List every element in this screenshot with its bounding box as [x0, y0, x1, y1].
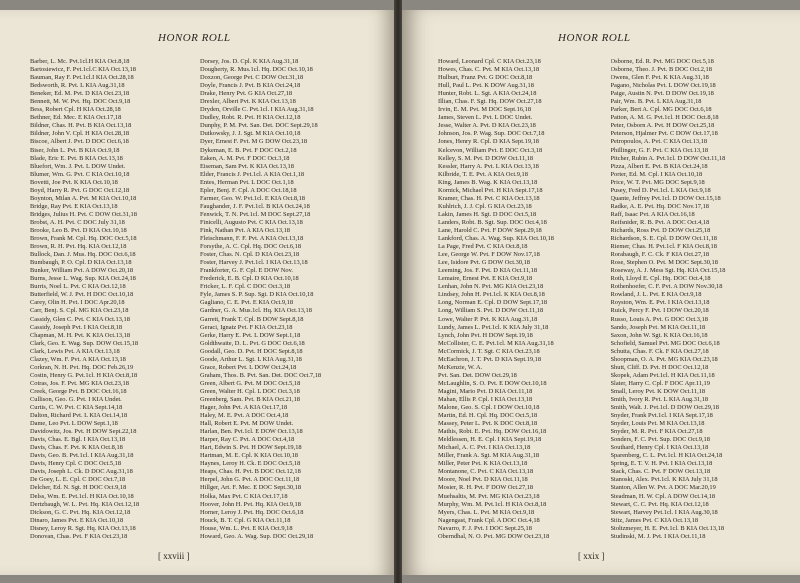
honor-roll-entry: Carey, Olin H. Pvt. I DOC Apr.20,18 — [30, 299, 125, 307]
honor-roll-entry: Kessler, Harry A. Pvt. L KIA Oct.13,18 — [438, 162, 539, 170]
honor-roll-entry: Bauman, Ray F. Pvt.1cl.I KIA Oct.28,18 — [30, 74, 134, 82]
honor-roll-entry: Pizza, Albert E. Pvt. B KIA Oct.24,18 — [610, 162, 708, 170]
honor-roll-entry: Roseway, A. J. Mess Sgt. Hq. KIA Oct.15,18 — [610, 267, 726, 275]
honor-roll-entry: Long, William S. Pvt. D DOW Oct.11,18 — [438, 307, 544, 315]
honor-roll-entry: Davidowitz, Jos. Pvt. H DOW Sept.22,18 — [30, 428, 137, 436]
honor-roll-entry: Stanoski, Alex. Pvt.1cl. K KIA July 31,18 — [610, 476, 718, 484]
honor-roll-entry: Lundy, James L. Pvt.1cl. K KIA July 31,18 — [438, 323, 549, 331]
honor-roll-entry: Green, Albert G. Pvt. M DOC Oct.5,18 — [200, 379, 301, 387]
honor-roll-entry: Grace, Robert Pvt. L DOW Oct.24,18 — [200, 363, 297, 371]
honor-roll-entry: Foster, Chas. N. Cpl. D KIA Oct.23,18 — [200, 251, 300, 259]
honor-roll-entry: Martin, Ed. H. Cpl. Hq. DOC Oct.5,18 — [438, 412, 538, 420]
honor-roll-entry: Paige, Austin N. Pvt. D DOW Oct.19,18 — [610, 90, 714, 98]
honor-roll-entry: Farmer, Geo. W. Pvt.1cl. E KIA Oct.8,18 — [200, 194, 305, 202]
honor-roll-entry: Butterfield, W. J. Pvt. H DOC Oct.10,18 — [30, 291, 134, 299]
honor-roll-entry: Lowe, Walter P. Pvt. K KIA Aug.31,18 — [438, 315, 538, 323]
honor-roll-entry: Finicelli, Augusto Pvt. C KIA Oct.13,18 — [200, 218, 303, 226]
honor-roll-entry: Fenwick, T. N. Pvt.1cl. M DOC Sept.27,18 — [200, 210, 311, 218]
honor-roll-entry: Rose, Stephen O. Pvt. M DOC Sept.30,18 — [610, 259, 718, 267]
honor-roll-columns — [30, 58, 370, 541]
honor-roll-entry: James, Steven L. Pvt. L DOC Undet. — [438, 114, 533, 122]
honor-roll-entry: Osborne, Theo. J. Pvt. B DOC Oct.2,18 — [610, 66, 712, 74]
honor-roll-entry: Bovetti, Joe Pvt. K KIA Oct.10,18 — [30, 178, 118, 186]
honor-roll-entry: Kelcevon, William Pvt. E DOC Oct.3,18 — [438, 146, 543, 154]
honor-roll-entry: Quante, Jeffrey Pvt.1cl. D DOW Oct.15,18 — [610, 194, 721, 202]
honor-roll-entry: Greenberg, Sam. Pvt. B KIA Oct.21,18 — [200, 395, 300, 403]
honor-roll-entry: Richards, Ross Pvt. D DOW Oct.25,18 — [610, 226, 711, 234]
honor-roll-entry: Kilbride, T. E. Pvt. A KIA Oct.9,18 — [438, 170, 528, 178]
honor-roll-entry: Rothenhoefer, C. F. Pvt. A DOW Nov.30,18 — [610, 283, 723, 291]
honor-roll-columns — [438, 58, 783, 541]
honor-roll-entry: Carr, Benj. S. Cpl. MG KIA Oct.23,18 — [30, 307, 129, 315]
honor-roll-entry: Snyder, M. R. Pvt. F KIA Oct.27,18 — [610, 428, 703, 436]
honor-roll-entry: Johnson, Jos. P. Wag. Sup. DOC Oct.7,18 — [438, 130, 545, 138]
honor-roll-entry: Dertzbaugh, W. L. Pvt. Hq. KIA Oct.12,18 — [30, 500, 140, 508]
honor-roll-entry: Bridge, Ray Pvt. E KIA Oct.13,18 — [30, 202, 118, 210]
honor-roll-entry: Burris, Noel L. Pvt. C KIA Oct.12,18 — [30, 283, 126, 291]
honor-roll-entry: Bartosiewicz, F. Pvt.1cl.C KIA Oct.13,18 — [30, 66, 136, 74]
honor-roll-entry: Peterson, Hjalmer Pvt. C DOW Oct.17,18 — [610, 130, 718, 138]
honor-roll-entry: Nagengast, Frank Cpl. A DOC Oct.4,18 — [438, 516, 540, 524]
honor-roll-entry: Petropoulos, A. Pvt. C KIA Oct.13,18 — [610, 138, 708, 146]
honor-roll-entry: Houck, B. T. Cpl. G KIA Oct.11,18 — [200, 516, 291, 524]
honor-roll-entry: Heaps, Chas. H. Pvt. B DOC Oct.12,18 — [200, 468, 301, 476]
honor-roll-entry: Royston, Wm. E. Pvt. I KIA Oct.13,18 — [610, 299, 710, 307]
honor-roll-entry: Elder, Francis J. Pvt.1cl. A KIA Oct.1,18 — [200, 170, 305, 178]
honor-roll-entry: Michael, A. C. Pvt. I KIA Oct.13,18 — [438, 444, 531, 452]
honor-roll-entry: Drexler, Albert Pvt. K KIA Oct.13,18 — [200, 98, 296, 106]
honor-roll-column-1 — [438, 58, 611, 541]
honor-roll-entry: Frederick, E. B. Cpl. D KIA Oct.10,18 — [200, 275, 299, 283]
honor-roll-entry: Donovan, Chas. Pvt. F KIA Oct.23,18 — [30, 532, 128, 540]
honor-roll-entry: Saxon, John W. Sgt. K KIA Oct.16,18 — [610, 331, 708, 339]
honor-roll-entry: Kornick, Michael Pvt. H KIA Sept.17,18 — [438, 186, 543, 194]
honor-roll-entry: Schutta, Chas. F. Ck. F KIA Oct.27,18 — [610, 347, 709, 355]
honor-roll-entry: Raff, Isaac Pvt. A KIA Oct.16,18 — [610, 210, 695, 218]
honor-roll-entry: Roth, Lloyd E. Cpl. Hq. DOC Oct.4,18 — [610, 275, 711, 283]
honor-roll-entry: Faughander, J. F. Pvt.1cl. B KIA Oct.24,18 — [200, 202, 310, 210]
honor-roll-entry: Burns, Jesse L. Wag. Sup. KIA Oct.24,18 — [30, 275, 136, 283]
page-heading: HONOR ROLL — [558, 32, 631, 44]
honor-roll-entry: Blade, Eric E. Pvt. B KIA Oct.13,18 — [30, 154, 123, 162]
honor-roll-entry: Fyle, James S. P. Sup. Sgt. D KIA Oct.10,18 — [200, 291, 314, 299]
honor-roll-entry: Cassidy, Joseph Pvt. I KIA Oct.8,18 — [30, 323, 123, 331]
honor-roll-entry: Magini, Mario Pvt. D KIA Oct.11,18 — [438, 387, 533, 395]
honor-roll-column-2 — [611, 58, 784, 541]
honor-roll-entry: Hager, John Pvt. A KIA Oct.17,18 — [200, 404, 288, 412]
honor-roll-entry: Howard, Geo. A. Wag. Sup. DOC Oct.29,18 — [200, 532, 314, 540]
honor-roll-entry: Doxzon, George Pvt. C DOW Oct.31,18 — [200, 74, 304, 82]
honor-roll-entry: Disney, Leroy R. Sgt. Hq. KIA Oct.13,18 — [30, 524, 136, 532]
honor-roll-entry: Lenhan, John N. Pvt. MG KIA Oct.23,18 — [438, 283, 544, 291]
honor-roll-entry: Price, W. T. Pvt. MG DOC Sept.9,18 — [610, 178, 705, 186]
honor-roll-entry: Pitcher, Rubin A. Pvt.1cl. D DOW Oct.11,18 — [610, 154, 726, 162]
honor-roll-entry: Fink, Nathan Pvt. A KIA Oct.13,18 — [200, 226, 291, 234]
honor-roll-entry: Shoopman, O. A. Pvt. MG KIA Oct.23,18 — [610, 355, 718, 363]
honor-roll-entry: Goodall, Geo. D. Pvt. H DOC Sept.8,18 — [200, 347, 303, 355]
honor-roll-entry: La Page, Fred Pvt. C KIA Oct.8,18 — [438, 243, 528, 251]
honor-roll-entry: Russo, Louis A. Pvt. G DOC Oct.3,18 — [610, 315, 708, 323]
honor-roll-entry: Steadman, H. W. Cpl. A DOW Oct.14,18 — [610, 492, 716, 500]
honor-roll-entry: Blumer, Wm. G. Pvt. C KIA Oct.10,18 — [30, 170, 130, 178]
honor-roll-entry: Bethner, Ed. Mec. E KIA Oct.17,18 — [30, 114, 122, 122]
honor-roll-entry: Pair, Wm. B. Pvt. L KIA Aug.31,18 — [610, 98, 702, 106]
honor-roll-entry: Fricker, L. F. Cpl. C DOC Oct.3,18 — [200, 283, 291, 291]
honor-roll-entry: Massey, Peter L. Pvt. K DOC Oct.8,18 — [438, 420, 538, 428]
honor-roll-entry: McLaughlin, S. O. Pvt. E DOW Oct.10,18 — [438, 379, 547, 387]
honor-roll-entry: Gerke, Harry E. Pvt. L DOW Sept.1,18 — [200, 331, 301, 339]
honor-roll-entry: Barber, L. Mc. Pvt.1cl.H KIA Oct.8,18 — [30, 58, 130, 65]
honor-roll-entry: Dudley, Robt. R. Pvt. H KIA Oct.12,18 — [200, 114, 301, 122]
honor-roll-entry: Navarro, F. J. Pvt. I DOC Sept.25,18 — [438, 524, 532, 532]
honor-roll-entry: Stoltzmeyer, H. E. Pvt.1cl. B KIA Oct.13,18 — [610, 524, 725, 532]
honor-roll-entry: Smith, Walt. J. Pvt.1cl. D DOW Oct.29,18 — [610, 404, 719, 412]
honor-roll-entry: Dunphy, P. M. Pvt. San. Det. DOC Sept.29,18 — [200, 122, 318, 130]
honor-roll-entry: Dickson, G. C. Pvt. Hq. KIA Oct.12,18 — [30, 508, 131, 516]
honor-roll-entry: Graham, Thos. B. Pvt. San. Det. DOC Oct.7,18 — [200, 371, 322, 379]
honor-roll-entry: Landers, Robt. B. Sgt. Sup. DOC Oct.4,18 — [438, 218, 547, 226]
honor-roll-entry: Irvin, E. M. Pvt. M DOC Sept.16,18 — [438, 106, 532, 114]
honor-roll-entry: Biscoe, Albert J. Pvt. D DOC Oct.6,18 — [30, 138, 129, 146]
honor-roll-entry: McKenzie, W. A. — [438, 363, 483, 371]
honor-roll-entry: Beneker, Ed. M. Pvt. D KIA Oct.23,18 — [30, 90, 130, 98]
honor-roll-entry: Eaken, A. M. Pvt. F DOC Oct.3,18 — [200, 154, 290, 162]
honor-roll-entry: Long, Norman E. Cpl. D DOW Sept.17,18 — [438, 299, 548, 307]
honor-roll-entry: Creek, George Pvt. B DOC Oct.16,18 — [30, 387, 127, 395]
honor-roll-entry: Curtis, C. W. Pvt. C KIA Sept.14,18 — [30, 404, 123, 412]
page-heading: HONOR ROLL — [158, 32, 231, 44]
right-page — [402, 10, 800, 575]
honor-roll-entry: Hull, Paul L. Pvt. K DOW Aug.31,18 — [438, 82, 534, 90]
honor-roll-entry: Kuhlrich, J. J. Cpl. G KIA Oct.23,18 — [438, 202, 532, 210]
honor-roll-entry: Boyd, Harry R. Pvt. G DOC Oct.12,18 — [30, 186, 130, 194]
honor-roll-entry: Bullock, Dan. J. Mus. Hq. DOC Oct.6,18 — [30, 251, 136, 259]
honor-roll-entry: Sando, Joseph Pvt. M KIA Oct.11,18 — [610, 323, 706, 331]
honor-roll-entry: Garrett, Frank T. Cpl. B DOW Sept.8,18 — [200, 315, 304, 323]
honor-roll-entry: Oberndhal, N. O. Pvt. MG DOW Oct.23,18 — [438, 532, 550, 540]
honor-roll-entry: Riemer, Chas. H. Pvt.1cl. F KIA Oct.8,18 — [610, 243, 717, 251]
honor-roll-column-1 — [30, 58, 200, 541]
honor-roll-entry: Lee, Isidore Pvt. G DOW Oct.30,18 — [438, 259, 530, 267]
honor-roll-entry: Holka, Max Pvt. C KIA Oct.17,18 — [200, 492, 288, 500]
honor-roll-entry: Jones, Henry R. Cpl. D KIA Sept.19,18 — [438, 138, 540, 146]
honor-roll-entry: Frankforter, G. F. Cpl. E DOW Nov. — [200, 267, 293, 275]
honor-roll-entry: Smith, Ivory R. Pvt. L KIA Aug.31,18 — [610, 395, 709, 403]
honor-roll-entry: Bildner, Chas. H. Pvt. B KIA Oct.13,18 — [30, 122, 132, 130]
honor-roll-entry: Stewart, C. C. Pvt. Hq. KIA Oct.12,18 — [610, 500, 709, 508]
honor-roll-entry: Bridges, Julius H. Pvt. C DOW Oct.31,18 — [30, 210, 137, 218]
honor-roll-entry: Jesse, Walter A. Pvt. D KIA Oct.23,18 — [438, 122, 536, 130]
honor-roll-entry: Entes, Herman Pvt. L DOC Oct.1,18 — [200, 178, 294, 186]
honor-roll-entry: Dryden, Orville C. Pvt.1cl. I KIA Aug.31,18 — [200, 106, 314, 114]
honor-roll-entry: Hillger, Art. F. Mec. E DOC Sept.30,18 — [200, 484, 302, 492]
honor-roll-entry: Boynton, Milan A. Pvt. M KIA Oct.10,18 — [30, 194, 137, 202]
honor-roll-entry: Schofield, Samuel Pvt. MG DOC Oct.6,18 — [610, 339, 720, 347]
honor-roll-column-2 — [200, 58, 370, 541]
honor-roll-entry: Parker, Bert A. Cpl. MG DOC Oct.6,18 — [610, 106, 712, 114]
honor-roll-entry: Illian, Chas. F. Sgt. Hq. DOW Oct.27,18 — [438, 98, 542, 106]
honor-roll-entry: Clazey, Wm. F. Pvt. A KIA Oct.13,18 — [30, 355, 126, 363]
honor-roll-entry: Moore, Noel Pvt. D KIA Oct.11,18 — [438, 476, 528, 484]
honor-roll-entry: Brown, R. H. Pvt. Hq. KIA Oct.12,18 — [30, 243, 127, 251]
honor-roll-entry: Spring, E. T. V. H. Pvt. I KIA Oct.13,18 — [610, 460, 713, 468]
honor-roll-entry: Drake, Henry Pvt. G KIA Oct.27,18 — [200, 90, 293, 98]
honor-roll-entry: McCollister, C. E. Pvt.1cl. M KIA Aug.31,18 — [438, 339, 554, 347]
honor-roll-entry: Green, Walter H. Cpl. L DOC Oct.3,18 — [200, 387, 300, 395]
honor-roll-entry: House, Wm. L. Pvt. E KIA Oct.9,18 — [200, 524, 293, 532]
honor-roll-entry: Howard, Leonard Cpl. C KIA Oct.23,18 — [438, 58, 541, 65]
honor-roll-entry: Haley, M. E. Pvt. A DOC Oct.4,18 — [200, 412, 289, 420]
honor-roll-entry: Pagano, Nicholas Pvt. L DOW Oct.19,18 — [610, 82, 716, 90]
honor-roll-entry: Corkran, N. H. Pvt. Hq. DOC Feb.26,19 — [30, 363, 134, 371]
honor-roll-entry: Muehsaltis, M. Pvt. MG KIA Oct.23,18 — [438, 492, 540, 500]
honor-roll-entry: Gardner, G. A. Mus.1cl. Hq. KIA Oct.13,18 — [200, 307, 312, 315]
honor-roll-entry: Davis, Joseph L. Ck. D DOC Aug.31,18 — [30, 468, 133, 476]
honor-roll-entry: De Goey, L. E. Cpl. C DOC Oct.7,18 — [30, 476, 126, 484]
honor-roll-entry: Lakin, James H. Sgt. D DOC Oct.5,18 — [438, 210, 537, 218]
honor-roll-entry: Radke, A. E. Pvt. Hq. DOC Nov.17,18 — [610, 202, 709, 210]
honor-roll-entry: Davis, Chas. E. Bgl. I KIA Oct.13,18 — [30, 436, 126, 444]
honor-roll-entry: Lynch, John Pvt. H DOW Sept.19,18 — [438, 331, 533, 339]
honor-roll-entry: Slater, Harry C. Cpl. F DOC Apr.11,19 — [610, 379, 710, 387]
book-gutter — [394, 0, 402, 583]
honor-roll-entry: Lankford, Chas. A. Wag. Sup. KIA Oct.10,18 — [438, 235, 554, 243]
honor-roll-entry: Lee, George W. Pvt. F DOW Nov.17,18 — [438, 251, 540, 259]
honor-roll-entry: Malone, Geo. S. Cpl. I DOW Oct.10,18 — [438, 404, 540, 412]
honor-roll-entry: Montanone, C. Pvt. C KIA Oct.13,18 — [438, 468, 534, 476]
honor-roll-entry: Rowland, J. L. Pvt. E KIA Oct.9,18 — [610, 291, 702, 299]
honor-roll-entry: Fleischmann, F. F. Pvt. A KIA Oct.13,18 — [200, 235, 304, 243]
honor-roll-entry: Harlan, Ben. Pvt.1cl. E DOW Oct.13,18 — [200, 428, 303, 436]
honor-roll-entry: Dykeman, E. B. Pvt. F DOC Oct.2,18 — [200, 146, 297, 154]
honor-roll-entry: Delcher, Ed. N. Sgt. H DOC Oct.9,18 — [30, 484, 127, 492]
honor-roll-entry: Goode, Arthur L. Sgt. L KIA Aug.31,18 — [200, 355, 302, 363]
honor-roll-entry: Dougherty, R. Mus.1cl. Hq. DOC Oct.10,18 — [200, 66, 313, 74]
honor-roll-entry: Chapman, M. H. Pvt. K KIA Oct.13,18 — [30, 331, 131, 339]
honor-roll-entry: Leeming, Jos. F. Pvt. D KIA Oct.11,18 — [438, 267, 538, 275]
honor-roll-entry: Shutt, Cliff. D. Pvt. H DOC Oct.12,18 — [610, 363, 709, 371]
left-page — [0, 10, 394, 575]
honor-roll-entry: Reifsnider, R. B. Pvt. A DOC Oct.4,18 — [610, 218, 710, 226]
honor-roll-entry: Sparenberg, C. L. Pvt.1cl. H KIA Oct.24,18 — [610, 452, 723, 460]
honor-roll-entry: Haynes, Leroy H. Ck. E DOC Oct.5,18 — [200, 460, 301, 468]
honor-roll-entry: Gagliano, C. E. Pvt. E KIA Oct.9,18 — [200, 299, 294, 307]
honor-roll-entry: Davis, Geo. B. Pvt.1cl. I KIA Aug.31,18 — [30, 452, 134, 460]
honor-roll-entry: Patton, A. M. G. Pvt.1cl. H DOC Oct.8,18 — [610, 114, 719, 122]
honor-roll-entry: Peter, Osborn A. Pvt. H DOW Oct.25,18 — [610, 122, 715, 130]
honor-roll-entry: Horner, Leroy J. Pvt. Hq. DOC Oct.6,18 — [200, 508, 304, 516]
honor-roll-entry: Biser, John L. Pvt. B KIA Oct.9,18 — [30, 146, 120, 154]
honor-roll-entry: Hulburt, Franz Pvt. G DOC Oct.8,18 — [438, 74, 533, 82]
honor-roll-entry: Dame, Leo Pvt. L DOW Sept.1,18 — [30, 420, 118, 428]
honor-roll-entry: McEachron, J. T. Pvt. D KIA Sept.19,18 — [438, 355, 542, 363]
honor-roll-entry: Bedsworth, R. Pvt. L KIA Aug.31,18 — [30, 82, 125, 90]
honor-roll-entry: Brobst, A. H. Pvt. C DOC July 31,18 — [30, 218, 125, 226]
honor-roll-entry: Dutkowsky, J. J. Sgt. M KIA Oct.10,18 — [200, 130, 301, 138]
honor-roll-entry: Clark, Geo. E. Wag. Sup. DOW Oct.15,18 — [30, 339, 139, 347]
honor-roll-entry: Clark, Lewis Pvt. A KIA Oct.13,18 — [30, 347, 120, 355]
honor-roll-entry: Stack, Chas. C. Pvt. F DOW Oct.13,18 — [610, 468, 711, 476]
page-number: [ xxviii ] — [158, 551, 190, 561]
honor-roll-entry: Meldlessen, H. E. Cpl. I KIA Sept.19,18 — [438, 436, 542, 444]
honor-roll-entry: Eiseman, Sam Pvt. K KIA Oct.13,18 — [200, 162, 294, 170]
honor-roll-entry: Miller, Frank A. Sgt. M KIA Aug.31,18 — [438, 452, 540, 460]
honor-roll-entry: Owens, Glen F. Pvt. K KIA Aug.31,18 — [610, 74, 709, 82]
honor-roll-entry: Myers, Chas. L. Pvt. M KIA Oct.9,18 — [438, 508, 535, 516]
honor-roll-entry: Hunter, Robt. L. Sgt. A KIA Oct.24,18 — [438, 90, 537, 98]
honor-roll-entry: Snyder, Louis Pvt. M KIA Oct.13,18 — [610, 420, 705, 428]
honor-roll-entry: Cotras, Jos. F. Pvt. MG KIA Oct.23,18 — [30, 379, 129, 387]
honor-roll-entry: Dyer, Ernest F. Pvt. M G DOW Oct.23,18 — [200, 138, 308, 146]
honor-roll-entry: Bennett, M. W. Pvt. Hq. DOC Oct.9,18 — [30, 98, 131, 106]
page-number: [ xxix ] — [578, 551, 605, 561]
honor-roll-entry: Bess, Robert Cpl. H KIA Oct.28,18 — [30, 106, 121, 114]
honor-roll-entry: Bunker, William Pvt. A DOW Oct.20,18 — [30, 267, 134, 275]
honor-roll-entry: Southard, Henry Cpl. I KIA Oct.13,18 — [610, 444, 709, 452]
honor-roll-entry: Doyle, Francis J. Pvt. B KIA Oct.24,18 — [200, 82, 301, 90]
honor-roll-entry: Sonders, F. C. Pvt. Sup. DOC Oct.9,18 — [610, 436, 710, 444]
honor-roll-entry: Mahan, Ellis P. Cpl. I KIA Oct.13,18 — [438, 395, 533, 403]
honor-roll-entry: Phillinger, G. F. Pvt. C KIA Oct.13,18 — [610, 146, 709, 154]
honor-roll-entry: Brown, Frank M. Cpl. Hq. DOC Oct.5,18 — [30, 235, 137, 243]
honor-roll-entry: Dalton, Richard Pvt. L KIA Oct.14,18 — [30, 412, 128, 420]
honor-roll-entry: Stewart, Harvey Pvt.1cl. I KIA Aug.30,18 — [610, 508, 718, 516]
honor-roll-entry: Howes, Chas. C. Pvt. M KIA Oct.13,18 — [438, 66, 540, 74]
honor-roll-entry: Hoover, John H. Pvt. Hq. KIA Oct.9,18 — [200, 500, 301, 508]
honor-roll-entry: Lane, Harold C. Pvt. F DOW Sept.29,18 — [438, 226, 542, 234]
honor-roll-entry: Miller, Peter Pvt. K KIA Oct.13,18 — [438, 460, 528, 468]
honor-roll-entry: Cassidy, Glen C. Pvt. C KIA Oct.13,18 — [30, 315, 130, 323]
honor-roll-entry: Skopek, Adam Pvt.1cl. H KIA Oct.11,18 — [610, 371, 715, 379]
honor-roll-entry: Epler, Benj. F. Cpl. A DOC Oct.18,18 — [200, 186, 297, 194]
honor-roll-entry: Goldthwaite, D. L. Pvt. G DOC Oct.6,18 — [200, 339, 305, 347]
honor-roll-entry: Richardson, S. E. Cpl. D DOW Oct.11,18 — [610, 235, 718, 243]
honor-roll-entry: Stitz, James Pvt. C KIA Oct.13,18 — [610, 516, 699, 524]
honor-roll-entry: King, James B. Wag. K KIA Oct.13,18 — [438, 178, 538, 186]
honor-roll-entry: Murphy, Wm. M. Pvt.1cl. H KIA Oct.8,18 — [438, 500, 547, 508]
honor-roll-entry: Delss, Wm. E. Pvt.1cl. H KIA Oct.10,18 — [30, 492, 134, 500]
honor-roll-entry: Studinski, M. J. Pvt. I KIA Oct.11,18 — [610, 532, 706, 540]
honor-roll-entry: Small, Leroy Pvt. K DOW Oct.11,18 — [610, 387, 706, 395]
honor-roll-entry: Forsythe, A. C. Cpl. Hq. DOC Oct.6,18 — [200, 243, 302, 251]
honor-roll-entry: Snyder, Frank Pvt.1cl. I KIA Sept.17,18 — [610, 412, 713, 420]
honor-roll-entry: Lemaire, Ernest Pvt. E KIA Oct.9,18 — [438, 275, 533, 283]
honor-roll-entry: Geraci, Ignatz Pvt. F KIA Oct.23,18 — [200, 323, 293, 331]
honor-roll-entry: Hall, Robert E. Pvt. M DOW Undet. — [200, 420, 294, 428]
honor-roll-entry: Pusey, Fred D. Pvt.1cl. L KIA Oct.9,18 — [610, 186, 711, 194]
honor-roll-entry: Costin, Henry G. Pvt.1cl. H KIA Oct.8,18 — [30, 371, 138, 379]
honor-roll-entry: Ruick, Percy F. Pvt. I DOW Oct.20,18 — [610, 307, 709, 315]
honor-roll-entry: Osborne, Ed. R. Pvt. MG DOC Oct.5,18 — [610, 58, 714, 65]
honor-roll-entry: Mosier, R. H. Pvt. F DOW Oct.27,18 — [438, 484, 534, 492]
honor-roll-entry: Bluefort, Wm. J. Pvt. L DOW Undet. — [30, 162, 126, 170]
honor-roll-entry: Stanton, Allen W. Pvt. A DOC Mar.20,19 — [610, 484, 716, 492]
honor-roll-entry: Bumbaugh, P. O. Cpl. D KIA Oct.13,18 — [30, 259, 132, 267]
honor-roll-entry: Foster, Harvey J. Pvt.1cl. I KIA Oct.13,18 — [200, 259, 308, 267]
honor-roll-entry: Rorabaugh, F. C. Ck. F KIA Oct.27,18 — [610, 251, 710, 259]
honor-roll-entry: Pvt. San. Det. DOW Oct.29,18 — [438, 371, 517, 379]
honor-roll-entry: Kramer, Chas. H. Pvt. C KIA Oct.13,18 — [438, 194, 540, 202]
honor-roll-entry: Harper, Ray C. Pvt. A DOC Oct.4,18 — [200, 436, 295, 444]
honor-roll-entry: Herpel, John G. Pvt. A DOC Oct.11,18 — [200, 476, 300, 484]
honor-roll-entry: Davis, Henry Cpl. C DOC Oct.5,18 — [30, 460, 122, 468]
honor-roll-entry: Hartman, M. E. Cpl. K KIA Oct.10,18 — [200, 452, 298, 460]
honor-roll-entry: Dinaro, James Pvt. E KIA Oct.10,18 — [30, 516, 124, 524]
honor-roll-entry: McCormick, J. T. Sgt. C KIA Oct.23,18 — [438, 347, 540, 355]
honor-roll-entry: Kelley, S. M. Pvt. D DOW Oct.11,18 — [438, 154, 534, 162]
honor-roll-entry: Dorsey, Jos. D. Cpl. K KIA Aug.31,18 — [200, 58, 299, 65]
honor-roll-entry: Porter, Ed. M. Cpl. I KIA Oct.10,18 — [610, 170, 703, 178]
honor-roll-entry: Brooke, Leo B. Pvt. D KIA Oct.10,18 — [30, 226, 127, 234]
honor-roll-entry: Hart, Edwin S. Pvt. H DOW Sept.19,18 — [200, 444, 302, 452]
honor-roll-entry: Lindsey, John H. Pvt.1cl. K KIA Oct.8,18 — [438, 291, 545, 299]
honor-roll-entry: Cullison, Geo. G. Pvt. I KIA Undet. — [30, 395, 122, 403]
honor-roll-entry: Davis, Chas. F. Pvt. K KIA Oct.8,18 — [30, 444, 123, 452]
honor-roll-entry: Bildner, John V. Cpl. H KIA Oct.28,18 — [30, 130, 130, 138]
honor-roll-entry: Mathis, Robt. E. Pvt. Hq. DOW Oct.16,18 — [438, 428, 547, 436]
